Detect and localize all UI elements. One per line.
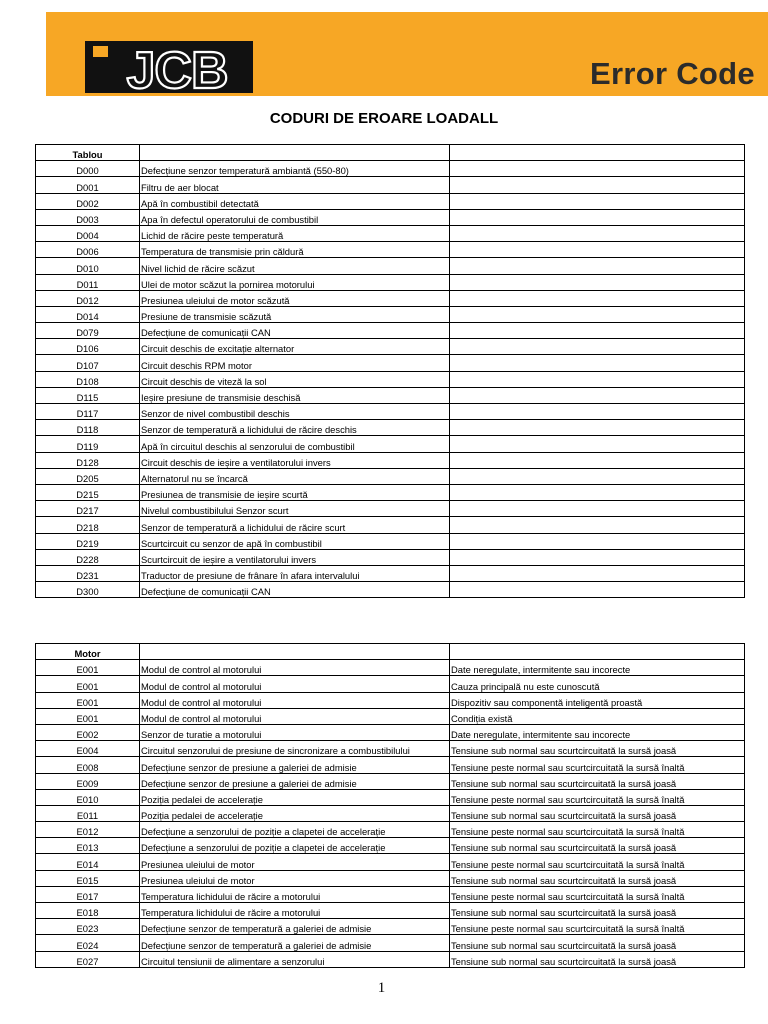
- description-cell: Modul de control al motorului: [140, 676, 450, 692]
- table-row: [36, 161, 745, 177]
- description-cell: Presiune de transmisie scăzută: [140, 306, 450, 322]
- detail-cell: [450, 452, 745, 468]
- detail-cell: Cauza principală nu este cunoscută: [450, 676, 745, 692]
- table-row: [36, 565, 745, 581]
- detail-cell: [450, 404, 745, 420]
- error-code-cell: D011: [36, 274, 140, 290]
- detail-cell: Date neregulate, intermitente sau incorecte: [450, 660, 745, 676]
- table-row: [36, 919, 745, 935]
- description-cell: Modul de control al motorului: [140, 692, 450, 708]
- jcb-logo: [85, 41, 253, 93]
- error-code-cell: D000: [36, 161, 140, 177]
- detail-cell: [450, 242, 745, 258]
- error-code-cell: E001: [36, 692, 140, 708]
- description-cell: Temperatura lichidului de răcire a motorului: [140, 886, 450, 902]
- error-code-cell: E010: [36, 789, 140, 805]
- detail-cell: [450, 484, 745, 500]
- error-code-cell: E014: [36, 854, 140, 870]
- error-code-cell: D001: [36, 177, 140, 193]
- table-row: [36, 355, 745, 371]
- table-row: [36, 517, 745, 533]
- error-code-cell: D218: [36, 517, 140, 533]
- description-cell: Nivelul combustibilului Senzor scurt: [140, 501, 450, 517]
- description-cell: Defecțiune senzor de presiune a galeriei de admisie: [140, 757, 450, 773]
- table-row: [36, 903, 745, 919]
- error-code-cell: D006: [36, 242, 140, 258]
- detail-cell: Tensiune peste normal sau scurtcircuitată la sursă înaltă: [450, 822, 745, 838]
- table-row: [36, 258, 745, 274]
- table-row: [36, 387, 745, 403]
- detail-cell: [450, 549, 745, 565]
- page-number: 1: [377, 980, 386, 996]
- description-cell: Circuitul senzorului de presiune de sincronizare a combustibilului: [140, 741, 450, 757]
- description-cell: Apa în defectul operatorului de combustibil: [140, 209, 450, 225]
- table-row: [36, 582, 745, 598]
- detail-cell: [450, 274, 745, 290]
- error-code-cell: D002: [36, 193, 140, 209]
- error-code-cell: E001: [36, 676, 140, 692]
- error-code-cell: E017: [36, 886, 140, 902]
- error-code-cell: E015: [36, 870, 140, 886]
- description-cell: Circuit deschis RPM motor: [140, 355, 450, 371]
- table-row: [36, 177, 745, 193]
- description-cell: Traductor de presiune de frânare în afara intervalului: [140, 565, 450, 581]
- error-code-cell: D228: [36, 549, 140, 565]
- description-cell: Presiunea uleiului de motor: [140, 854, 450, 870]
- tablou-table: [35, 144, 745, 598]
- table-row: [36, 773, 745, 789]
- table-row: [36, 484, 745, 500]
- table-row: [36, 741, 745, 757]
- table-row: [36, 468, 745, 484]
- error-code-cell: D014: [36, 306, 140, 322]
- detail-cell: Tensiune sub normal sau scurtcircuitată la sursă joasă: [450, 741, 745, 757]
- motor-table: [35, 643, 745, 968]
- description-cell: Defecțiune senzor de presiune a galeriei de admisie: [140, 773, 450, 789]
- table-row: [36, 242, 745, 258]
- table-row: [36, 533, 745, 549]
- description-cell: Defecțiune senzor temperatură ambiantă (550-80): [140, 161, 450, 177]
- description-cell: Poziția pedalei de accelerație: [140, 789, 450, 805]
- error-code-cell: D108: [36, 371, 140, 387]
- description-cell: Circuitul tensiunii de alimentare a senzorului: [140, 951, 450, 967]
- detail-cell: [450, 387, 745, 403]
- detail-cell: [450, 355, 745, 371]
- detail-cell: Date neregulate, intermitente sau incorecte: [450, 724, 745, 740]
- table-row: [36, 549, 745, 565]
- description-cell: Senzor de turatie a motorului: [140, 724, 450, 740]
- table-row: [36, 870, 745, 886]
- table-row: [36, 306, 745, 322]
- description-cell: Ulei de motor scăzut la pornirea motorului: [140, 274, 450, 290]
- error-code-cell: E008: [36, 757, 140, 773]
- table-row: [36, 724, 745, 740]
- description-cell: Senzor de nivel combustibil deschis: [140, 404, 450, 420]
- error-code-cell: D217: [36, 501, 140, 517]
- error-code-cell: E004: [36, 741, 140, 757]
- error-code-cell: D115: [36, 387, 140, 403]
- section-heading: Tablou: [36, 145, 140, 161]
- document-title: CODURI DE EROARE LOADALL: [269, 110, 499, 127]
- description-cell: Modul de control al motorului: [140, 660, 450, 676]
- header-empty-cell: [450, 644, 745, 660]
- table-row: [36, 692, 745, 708]
- table-header-row: [36, 644, 745, 660]
- table-row: [36, 838, 745, 854]
- table-row: [36, 404, 745, 420]
- detail-cell: [450, 193, 745, 209]
- detail-cell: [450, 371, 745, 387]
- description-cell: Modul de control al motorului: [140, 708, 450, 724]
- table-row: [36, 757, 745, 773]
- table-row: [36, 420, 745, 436]
- table-row: [36, 886, 745, 902]
- table-row: [36, 805, 745, 821]
- description-cell: Circuit deschis de ieșire a ventilatorului invers: [140, 452, 450, 468]
- error-code-cell: E013: [36, 838, 140, 854]
- description-cell: Alternatorul nu se încarcă: [140, 468, 450, 484]
- table-row: [36, 339, 745, 355]
- table-row: [36, 822, 745, 838]
- detail-cell: Tensiune sub normal sau scurtcircuitată la sursă joasă: [450, 870, 745, 886]
- table-row: [36, 209, 745, 225]
- error-code-cell: D106: [36, 339, 140, 355]
- banner-title: Error Code: [590, 56, 755, 91]
- detail-cell: Tensiune peste normal sau scurtcircuitată la sursă înaltă: [450, 854, 745, 870]
- detail-cell: [450, 565, 745, 581]
- description-cell: Ieșire presiune de transmisie deschisă: [140, 387, 450, 403]
- error-code-cell: E001: [36, 660, 140, 676]
- table-row: [36, 452, 745, 468]
- error-code-cell: D010: [36, 258, 140, 274]
- error-code-cell: E001: [36, 708, 140, 724]
- error-code-cell: D215: [36, 484, 140, 500]
- error-code-cell: D003: [36, 209, 140, 225]
- detail-cell: Tensiune peste normal sau scurtcircuitată la sursă înaltă: [450, 757, 745, 773]
- description-cell: Defecțiune de comunicații CAN: [140, 323, 450, 339]
- error-code-cell: D300: [36, 582, 140, 598]
- table-row: [36, 274, 745, 290]
- detail-cell: Tensiune peste normal sau scurtcircuitată la sursă înaltă: [450, 919, 745, 935]
- description-cell: Scurtcircuit de ieșire a ventilatorului invers: [140, 549, 450, 565]
- error-code-cell: D119: [36, 436, 140, 452]
- error-code-cell: D117: [36, 404, 140, 420]
- error-code-cell: D128: [36, 452, 140, 468]
- table-row: [36, 323, 745, 339]
- table-row: [36, 676, 745, 692]
- description-cell: Presiunea de transmisie de ieșire scurtă: [140, 484, 450, 500]
- error-code-cell: D118: [36, 420, 140, 436]
- description-cell: Lichid de răcire peste temperatură: [140, 225, 450, 241]
- detail-cell: Tensiune sub normal sau scurtcircuitată la sursă joasă: [450, 838, 745, 854]
- description-cell: Poziția pedalei de accelerație: [140, 805, 450, 821]
- detail-cell: Tensiune peste normal sau scurtcircuitată la sursă înaltă: [450, 886, 745, 902]
- description-cell: Scurtcircuit cu senzor de apă în combustibil: [140, 533, 450, 549]
- error-code-cell: D219: [36, 533, 140, 549]
- detail-cell: [450, 533, 745, 549]
- description-cell: Presiunea uleiului de motor: [140, 870, 450, 886]
- error-code-cell: D004: [36, 225, 140, 241]
- description-cell: Circuit deschis de excitație alternator: [140, 339, 450, 355]
- error-code-cell: E024: [36, 935, 140, 951]
- description-cell: Defecțiune a senzorului de poziție a clapetei de accelerație: [140, 838, 450, 854]
- table-row: [36, 660, 745, 676]
- description-cell: Senzor de temperatură a lichidului de răcire scurt: [140, 517, 450, 533]
- detail-cell: [450, 323, 745, 339]
- header-empty-cell: [140, 644, 450, 660]
- description-cell: Defecțiune senzor de temperatură a galeriei de admisie: [140, 919, 450, 935]
- detail-cell: [450, 436, 745, 452]
- table-row: [36, 436, 745, 452]
- table-row: [36, 789, 745, 805]
- detail-cell: Dispozitiv sau componentă inteligentă proastă: [450, 692, 745, 708]
- logo-text: JCB: [126, 42, 228, 93]
- table-row: [36, 501, 745, 517]
- table-row: [36, 708, 745, 724]
- section-heading: Motor: [36, 644, 140, 660]
- header-banner: [46, 12, 768, 96]
- error-code-cell: E027: [36, 951, 140, 967]
- error-code-cell: D079: [36, 323, 140, 339]
- description-cell: Circuit deschis de viteză la sol: [140, 371, 450, 387]
- error-code-cell: E002: [36, 724, 140, 740]
- detail-cell: [450, 306, 745, 322]
- error-code-cell: E012: [36, 822, 140, 838]
- error-code-cell: D012: [36, 290, 140, 306]
- detail-cell: Tensiune sub normal sau scurtcircuitată la sursă joasă: [450, 903, 745, 919]
- detail-cell: [450, 420, 745, 436]
- detail-cell: Tensiune sub normal sau scurtcircuitată la sursă joasă: [450, 951, 745, 967]
- description-cell: Filtru de aer blocat: [140, 177, 450, 193]
- table-row: [36, 854, 745, 870]
- description-cell: Defecțiune senzor de temperatură a galeriei de admisie: [140, 935, 450, 951]
- error-code-cell: E009: [36, 773, 140, 789]
- detail-cell: [450, 501, 745, 517]
- detail-cell: [450, 339, 745, 355]
- detail-cell: Tensiune peste normal sau scurtcircuitată la sursă înaltă: [450, 789, 745, 805]
- error-code-cell: D231: [36, 565, 140, 581]
- error-code-cell: E011: [36, 805, 140, 821]
- description-cell: Nivel lichid de răcire scăzut: [140, 258, 450, 274]
- error-code-cell: D107: [36, 355, 140, 371]
- table-row: [36, 935, 745, 951]
- detail-cell: [450, 161, 745, 177]
- description-cell: Presiunea uleiului de motor scăzută: [140, 290, 450, 306]
- error-code-cell: E018: [36, 903, 140, 919]
- detail-cell: [450, 517, 745, 533]
- detail-cell: [450, 258, 745, 274]
- description-cell: Defecțiune a senzorului de poziție a clapetei de accelerație: [140, 822, 450, 838]
- detail-cell: [450, 582, 745, 598]
- detail-cell: [450, 177, 745, 193]
- error-code-cell: D205: [36, 468, 140, 484]
- detail-cell: Tensiune sub normal sau scurtcircuitată la sursă joasă: [450, 805, 745, 821]
- detail-cell: [450, 468, 745, 484]
- detail-cell: Condiția există: [450, 708, 745, 724]
- description-cell: Defecțiune de comunicații CAN: [140, 582, 450, 598]
- description-cell: Apă în circuitul deschis al senzorului de combustibil: [140, 436, 450, 452]
- table-row: [36, 951, 745, 967]
- table-row: [36, 193, 745, 209]
- table-row: [36, 225, 745, 241]
- detail-cell: [450, 209, 745, 225]
- error-code-cell: E023: [36, 919, 140, 935]
- table-header-row: [36, 145, 745, 161]
- table-row: [36, 290, 745, 306]
- detail-cell: Tensiune sub normal sau scurtcircuitată la sursă joasă: [450, 935, 745, 951]
- description-cell: Temperatura de transmisie prin căldură: [140, 242, 450, 258]
- description-cell: Senzor de temperatură a lichidului de răcire deschis: [140, 420, 450, 436]
- header-empty-cell: [140, 145, 450, 161]
- description-cell: Apă în combustibil detectată: [140, 193, 450, 209]
- detail-cell: [450, 225, 745, 241]
- description-cell: Temperatura lichidului de răcire a motorului: [140, 903, 450, 919]
- detail-cell: [450, 290, 745, 306]
- table-row: [36, 371, 745, 387]
- detail-cell: Tensiune sub normal sau scurtcircuitată la sursă joasă: [450, 773, 745, 789]
- header-empty-cell: [450, 145, 745, 161]
